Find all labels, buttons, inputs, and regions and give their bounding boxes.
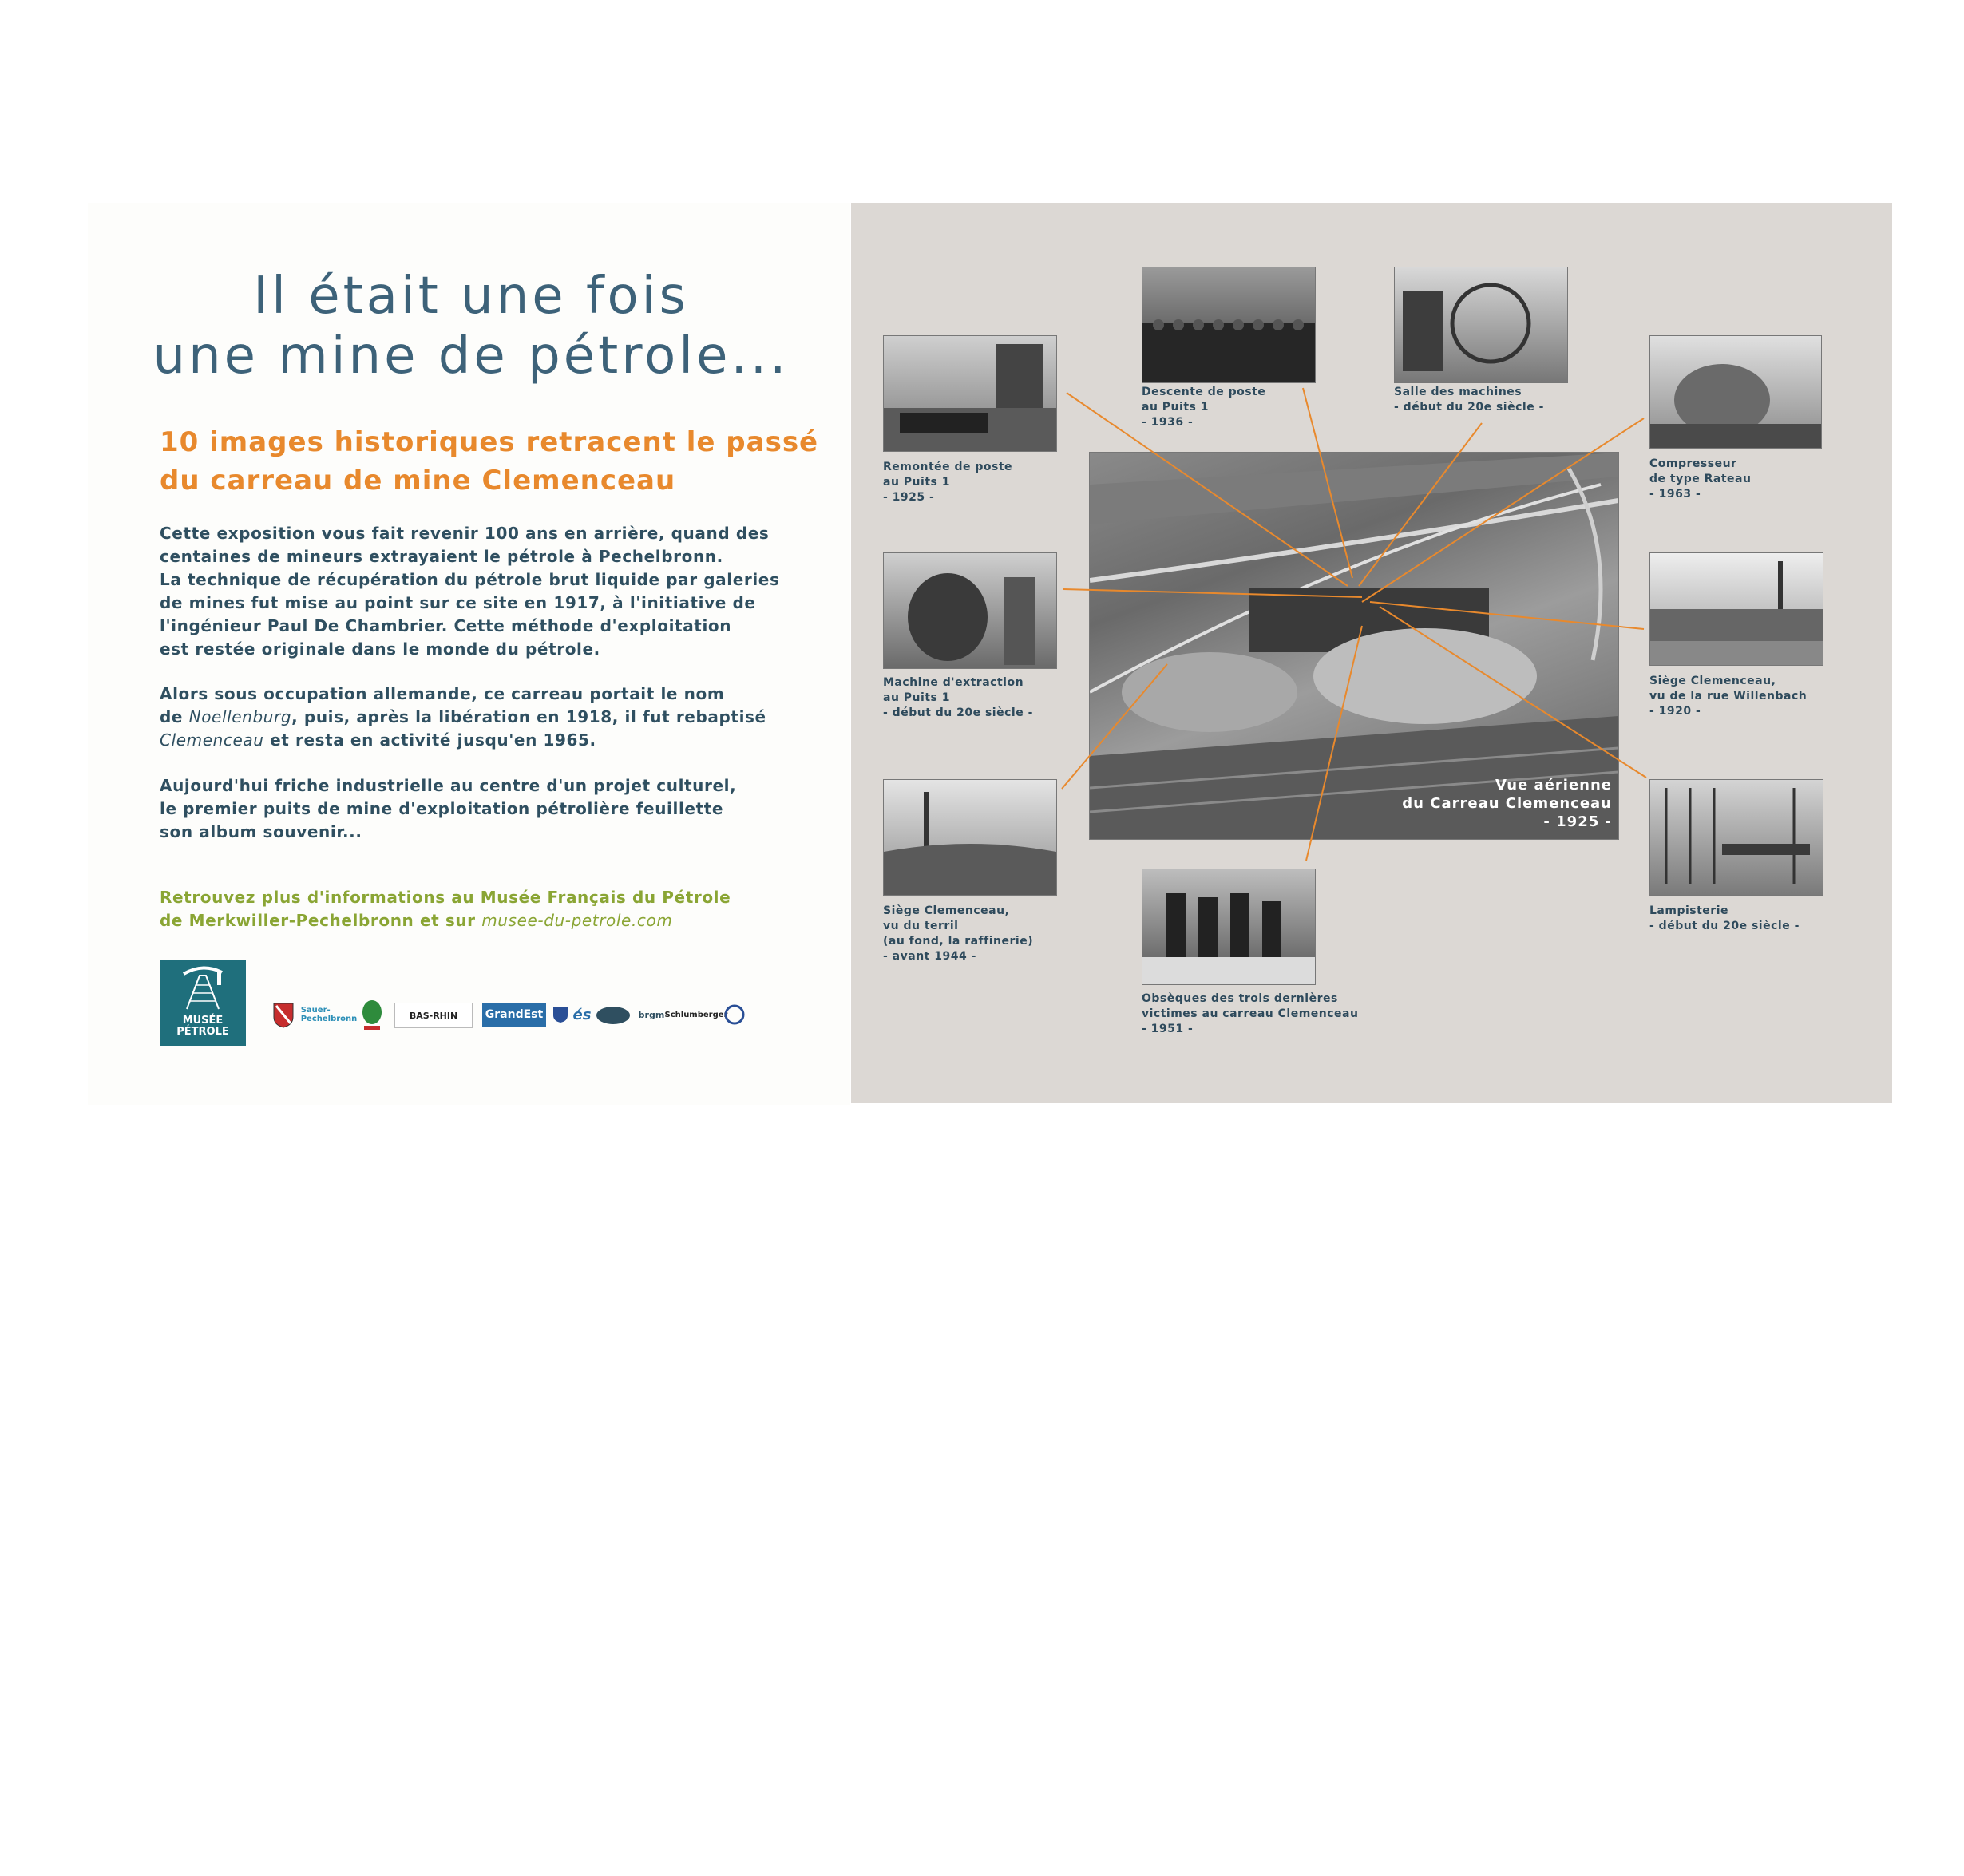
- info-panel: [88, 203, 850, 1105]
- subtitle-line-2: du carreau de mine Clemenceau: [160, 465, 676, 497]
- museum-logo-text: MUSÉE PÉTROLE: [176, 1015, 229, 1038]
- pumpjack-icon: [182, 964, 224, 1011]
- photo-map-panel: [851, 203, 1892, 1103]
- photo-remontee: [883, 335, 1057, 452]
- italic-name: Noellenburg: [188, 707, 292, 726]
- geopetrol-logo-icon: [596, 1006, 631, 1025]
- partner-logo-brgm: brgm: [638, 1009, 665, 1020]
- photo-siege-rue-image: [1650, 553, 1823, 665]
- partner-logo-schlumberger: Schlumberger: [664, 1010, 728, 1019]
- caption-obseques: Obsèques des trois dernières victimes au carreau Clemenceau - 1951 -: [1142, 992, 1359, 1035]
- photo-compresseur-image: [1650, 336, 1821, 448]
- page-title-line-2: une mine de pétrole...: [152, 327, 790, 386]
- eost-logo-icon: [723, 1004, 746, 1025]
- paragraph-2-line: de Noellenburg, puis, après la libération en 1918, il fut rebaptisé: [160, 707, 766, 726]
- caption-salle: Salle des machines - début du 20e siècle -: [1394, 386, 1544, 414]
- aerial-photo: [1089, 452, 1619, 840]
- partner-logo-es: és: [572, 1006, 592, 1023]
- paragraph-1-line: Cette exposition vous fait revenir 100 ans en arrière, quand des: [160, 524, 770, 543]
- photo-salle-image: [1395, 267, 1567, 382]
- paragraph-1-line: La technique de récupération du pétrole brut liquide par galeries: [160, 570, 780, 589]
- paragraph-3-line: le premier puits de mine d'exploitation pétrolière feuillette: [160, 799, 724, 818]
- info-line: de Merkwiller-Pechelbronn et sur musee-du-petrole.com: [160, 911, 673, 930]
- shield-logo-icon: [552, 1006, 568, 1023]
- paragraph-3-line: son album souvenir...: [160, 822, 362, 841]
- regional-park-logo-icon: [359, 999, 385, 1031]
- photo-lampisterie-image: [1650, 780, 1823, 895]
- photo-siege-terril: [883, 779, 1057, 896]
- paragraph-1-line: de mines fut mise au point sur ce site en 1917, à l'initiative de: [160, 593, 756, 612]
- photo-obseques: [1142, 869, 1316, 985]
- photo-obseques-image: [1142, 869, 1315, 984]
- paragraph-1-line: est restée originale dans le monde du pétrole.: [160, 639, 600, 659]
- info-line: Retrouvez plus d'informations au Musée Français du Pétrole: [160, 888, 731, 907]
- paragraph-2-line: Clemenceau et resta en activité jusqu'en 1965.: [160, 730, 596, 750]
- caption-lampisterie: Lampisterie - début du 20e siècle -: [1649, 904, 1800, 932]
- photo-descente: [1142, 267, 1316, 383]
- photo-machine: [883, 552, 1057, 669]
- caption-compresseur: Compresseur de type Rateau - 1963 -: [1649, 457, 1752, 501]
- photo-descente-image: [1142, 267, 1315, 382]
- photo-machine-image: [884, 553, 1056, 668]
- photo-remontee-image: [884, 336, 1056, 451]
- photo-siege-terril-image: [884, 780, 1056, 895]
- caption-siege-terril: Siège Clemenceau, vu du terril (au fond, la raffinerie) - avant 1944 -: [883, 904, 1034, 963]
- page-title-line-1: Il était une fois: [253, 267, 689, 326]
- paragraph-1-line: centaines de mineurs extrayaient le pétrole à Pechelbronn.: [160, 547, 723, 566]
- caption-remontee: Remontée de poste au Puits 1 - 1925 -: [883, 461, 1013, 504]
- photo-lampisterie: [1649, 779, 1823, 896]
- museum-logo: [160, 960, 246, 1046]
- photo-salle: [1394, 267, 1568, 383]
- aerial-caption: Vue aérienne du Carreau Clemenceau - 1925 -: [1402, 777, 1612, 830]
- italic-name: Clemenceau: [160, 730, 264, 750]
- caption-descente: Descente de poste au Puits 1 - 1936 -: [1142, 386, 1266, 429]
- partner-logo-sauer: Sauer-Pechelbronn: [300, 1006, 358, 1023]
- partner-logo-grand-est: GrandEst: [482, 1003, 546, 1027]
- subtitle-line-1: 10 images historiques retracent le passé: [160, 426, 819, 458]
- partner-logo-bas-rhin: BAS-RHIN: [394, 1003, 473, 1028]
- paragraph-2-line: Alors sous occupation allemande, ce carreau portait le nom: [160, 684, 725, 703]
- caption-siege-rue: Siège Clemenceau, vu de la rue Willenbach - 1920 -: [1649, 675, 1808, 718]
- website-link[interactable]: musee-du-petrole.com: [481, 911, 673, 930]
- paragraph-3-line: Aujourd'hui friche industrielle au centre d'un projet culturel,: [160, 776, 737, 795]
- paragraph-1-line: l'ingénieur Paul De Chambrier. Cette méthode d'exploitation: [160, 616, 732, 635]
- photo-siege-rue: [1649, 552, 1823, 666]
- photo-compresseur: [1649, 335, 1822, 449]
- caption-machine: Machine d'extraction au Puits 1 - début du 20e siècle -: [883, 676, 1033, 719]
- coat-of-arms-icon: [273, 1003, 294, 1028]
